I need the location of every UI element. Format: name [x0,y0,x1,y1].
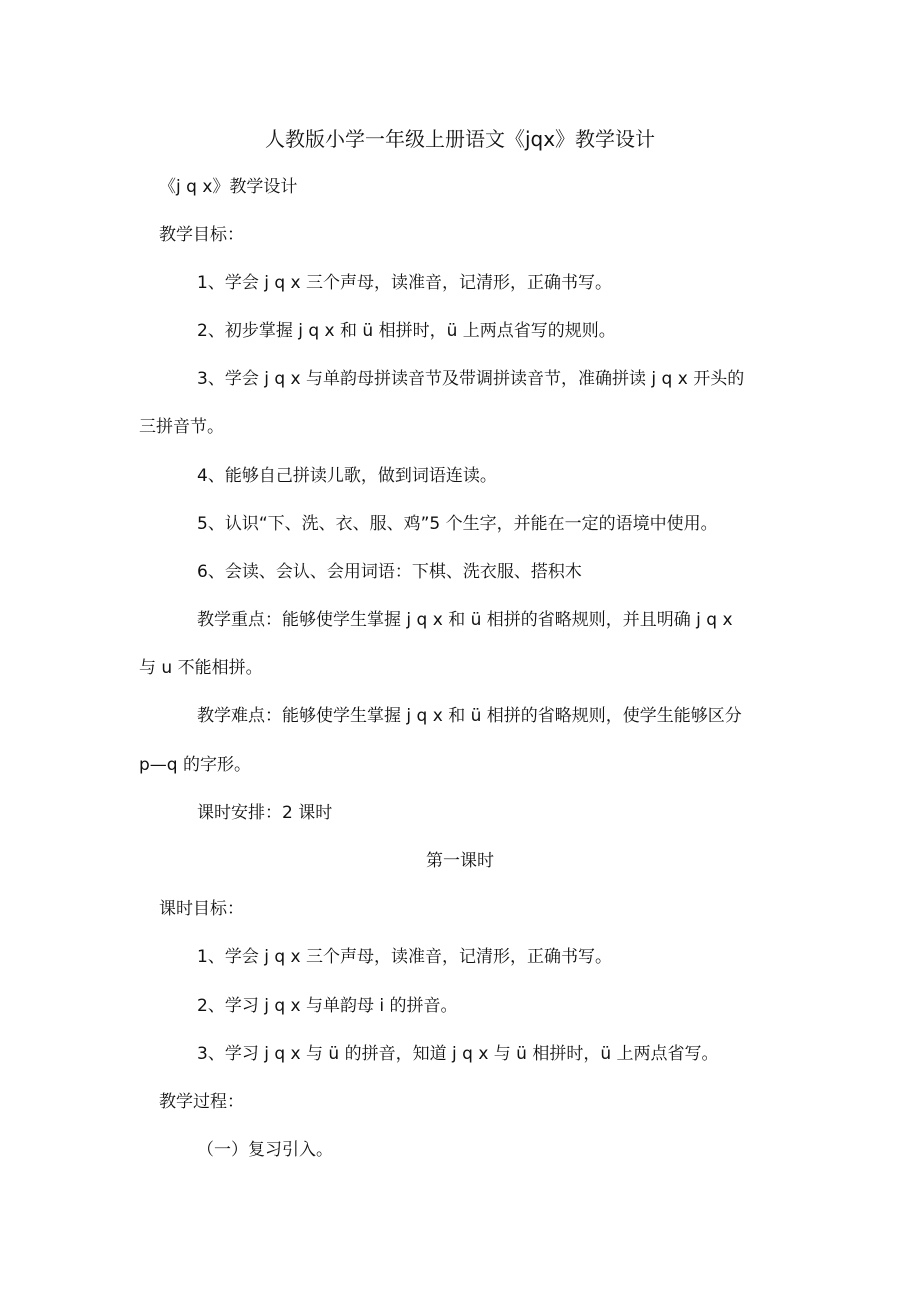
process-step-one: （一）复习引入。 [197,1140,333,1160]
document-subtitle: 《j q x》教学设计 [159,177,298,197]
objective-item: 4、能够自己拼读儿歌，做到词语连读。 [197,466,497,486]
document-title: 人教版小学一年级上册语文《jqx》教学设计 [264,127,656,151]
difficulty-line-2: p—q 的字形。 [139,755,251,775]
objectives-heading: 教学目标： [159,225,244,245]
objective-item: 1、学会 j q x 三个声母，读准音，记清形，正确书写。 [197,273,613,293]
lesson-goals-heading: 课时目标： [159,899,244,919]
objective-item: 6、会读、会认、会用词语：下棋、洗衣服、搭积木 [197,562,582,582]
lesson-goal-item: 2、学习 j q x 与单韵母 i 的拼音。 [197,996,458,1016]
objective-item: 3、学会 j q x 与单韵母拼读音节及带调拼读音节，准确拼读 j q x 开头的 [197,369,745,389]
objective-item-continuation: 三拼音节。 [139,417,224,437]
key-point-line-1: 教学重点：能够使学生掌握 j q x 和 ü 相拼的省略规则，并且明确 j q x [197,610,733,630]
process-heading: 教学过程： [159,1092,244,1112]
key-point-line-2: 与 u 不能相拼。 [139,658,263,678]
lesson-goal-item: 1、学会 j q x 三个声母，读准音，记清形，正确书写。 [197,947,613,967]
lesson-goal-item: 3、学习 j q x 与 ü 的拼音，知道 j q x 与 ü 相拼时，ü 上两点省写。 [197,1044,719,1064]
objective-item: 2、初步掌握 j q x 和 ü 相拼时，ü 上两点省写的规则。 [197,321,616,341]
objective-item: 5、认识“下、洗、衣、服、鸡”5 个生字，并能在一定的语境中使用。 [197,514,718,534]
lesson-one-heading: 第一课时 [426,851,494,871]
difficulty-line-1: 教学难点：能够使学生掌握 j q x 和 ü 相拼的省略规则，使学生能够区分 [197,706,742,726]
schedule: 课时安排：2 课时 [197,803,333,823]
